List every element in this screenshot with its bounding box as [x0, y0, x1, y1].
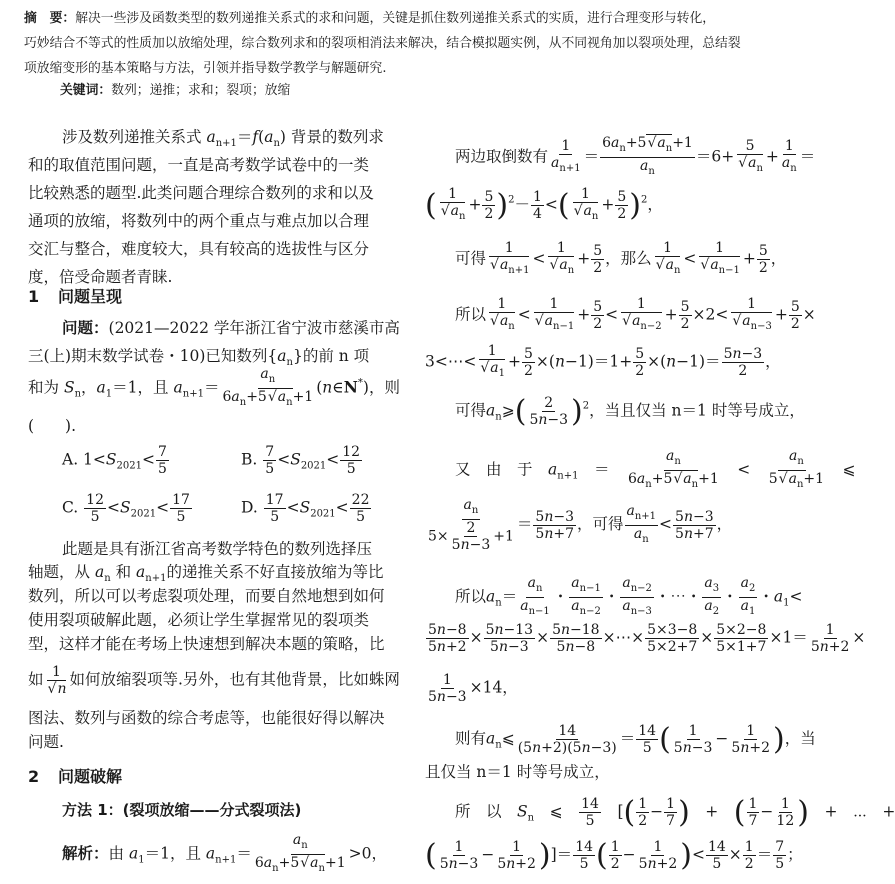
lower-bound-prefix: 可得 — [455, 401, 487, 420]
intro-prefix: 涉及数列递推关系式 — [62, 128, 202, 146]
square-inequality-line: ( 1 √ $a_n$ + $\frac{5}{2}$ )$^2$－ $\frac{1}{4}$ <( 1 √ $a_n$ + $\frac{5}{2}$ )$^2$， — [425, 186, 663, 225]
product-prefix: 所以 — [455, 587, 487, 606]
problem-text-3c: ，则 — [368, 378, 400, 397]
split-line: 则有$a_n⩽$ $\frac{14}{(5n+2)(5n-3)}$ ＝ $\frac{14}{5}$ ( $\frac{1}{5n-3}$ − $\frac{1}{5n+2}$ )，当 — [455, 722, 816, 757]
recurrence-fraction: $\frac{a_n}{6a_n+5√ a_n+1}$ — [220, 366, 315, 411]
option-c: C. $\frac{12}{5}$ $<S_{2021}<$ $\frac{17}{5}$ — [62, 492, 190, 525]
lower-bound-suffix: ，当且仅当 n＝1 时等号成立， — [589, 401, 805, 420]
product-line-2: $\frac{5n-8}{5n+2}$ × $\frac{5n-13}{5n-3}$ × $\frac{5n-18}{5n-8}$ ×⋯× $\frac{5\times 3-8}{5\times 2+7}$ × $\frac{5\times 2-8}{5\times 1+7}$ ×1＝ $\frac{1}{5n+2}$ × — [428, 622, 866, 655]
derived-mid: ，那么 — [605, 249, 652, 268]
problem-text-3a: 和为 — [28, 378, 60, 397]
abstract-label: 摘 要： — [24, 11, 76, 26]
option-b-label: B. — [241, 450, 258, 469]
intro-line-6: 度，倍受命题者青睐. — [28, 268, 173, 286]
solution-label: 解析： — [62, 844, 109, 863]
intro-line-4: 通项的放缩，将数列中的两个重点与难点加以合理 — [28, 212, 370, 230]
intro-line-1: 涉及数列递推关系式 $a_{n+1}=f(a_n)$ 背景的数列求 — [62, 128, 384, 149]
product-line-3: $\frac{1}{5n-3}$ ×14， — [428, 672, 518, 705]
keywords-text: 数列；递推；求和；裂项；放缩 — [111, 83, 291, 98]
telescoping-prefix: 所以 — [455, 305, 487, 324]
section-1-heading — [28, 284, 122, 307]
analysis-2c: 的递推关系不好直接放缩为等比 — [166, 563, 384, 581]
analysis-2b: 和 — [115, 563, 132, 581]
abstract-line-3: 项放缩变形的基本策略与方法，引领并指导数学教学与解题研究. — [24, 61, 387, 76]
ratio-mid: ，可得 — [576, 515, 624, 533]
analysis-line-6: 如 1 √ n 如何放缩裂项等.另外，也有其他背景，比如蛛网 — [28, 664, 400, 697]
option-d: D. $\frac{17}{5}$ $<S_{2021}<$ $\frac{22}{5}$ — [241, 492, 370, 525]
analysis-line-8: 问题. — [28, 733, 64, 751]
problem-line-3: 和为 $S_n$，$a_1=1$，且 $a_{n+1}=$ $\frac{a_n}{6a_n+5√ a_n+1}$ (n∈N*)，则 — [28, 366, 400, 411]
abstract — [24, 6, 784, 81]
sum-line-1: 所 以 $S_n$ ⩽ $\frac{14}{5}$ [( $\frac{1}{2}$ − $\frac{1}{7}$ ) + ( $\frac{1}{7}$ − $\frac{1}{12}$ ) + ⋯ + — [455, 795, 895, 830]
problem-label: 问题： — [62, 319, 109, 337]
upper-prefix: 又 由 于 — [455, 460, 533, 479]
intro-line-3: 比较熟悉的题型.此类问题合理综合数列的求和以及 — [28, 184, 374, 202]
analysis-6b: 如何放缩裂项等.另外，也有其他背景，比如蛛网 — [69, 670, 400, 689]
section-1-title: 问题呈现 — [58, 287, 123, 306]
analysis-line-2: 轴题，从 $a_n$ 和 $a_{n+1}$的递推关系不好直接放缩为等比 — [28, 563, 384, 584]
analysis-line-4: 使用裂项破解此题，必须让学生掌握常见的裂项类 — [28, 611, 370, 629]
split-prefix: 则有 — [455, 729, 487, 748]
telescoping-line-2: 3<⋯< 1 √ $a_1$ + $\frac{5}{2}$ ×(n−1)＝1+ $\frac{5}{2}$ ×(n−1)＝ $\frac{5n-3}{2}$ ， — [425, 343, 781, 382]
solution-line: 解析：由 $a_1=1$，且 $a_{n+1}=$ $\frac{a_n}{6a_n+5√ a_n+1}$ >0， — [62, 832, 387, 877]
problem-text-1: (2021—2022 学年浙江省宁波市慈溪市高 — [108, 319, 400, 337]
analysis-line-1: 此题是具有浙江省高考数学特色的数列选择压 — [62, 540, 373, 558]
analysis-2a: 轴题，从 — [28, 563, 91, 581]
section-1-number: 1 — [28, 287, 40, 306]
problem-line-1 — [62, 316, 400, 338]
section-2-heading — [28, 764, 122, 787]
intro-suffix: 背景的数列求 — [290, 128, 384, 146]
option-c-label: C. — [62, 498, 79, 517]
option-b: B. $\frac{7}{5}$ $<S_{2021}<$ $\frac{12}{5}$ — [241, 444, 361, 477]
reciprocal-line: 两边取倒数有 $\frac{1}{a_{n+1}}$ ＝ $\frac{6a_n+5√ a_n+1}{a_n}$ ＝6+ 5 √ $a_n$ + $\frac{1}{a_n}$ ＝ — [455, 135, 815, 180]
section-2-number: 2 — [28, 767, 40, 786]
reciprocal-prefix: 两边取倒数有 — [455, 147, 549, 166]
option-a-label: A. — [62, 450, 79, 469]
problem-text-2b: 的前 n 项 — [302, 347, 370, 365]
intro-line-2: 和的取值范围问题，一直是高考数学试卷中的一类 — [28, 156, 370, 174]
problem-text-2: 三(上)期末数学试卷・10)已知数列 — [28, 347, 268, 365]
analysis-line-3: 数列，所以可以考虑裂项处理，而要自然地想到如何 — [28, 587, 385, 605]
abstract-line-2: 巧妙结合不等式的性质加以放缩处理，综合数列求和的裂项相消法来解决，结合模拟题实例，从不同视角加以裂项处理，总结裂 — [24, 36, 741, 51]
equality-line: 且仅当 n＝1 时等号成立， — [425, 763, 610, 781]
option-d-label: D. — [241, 498, 258, 517]
section-2-title: 问题破解 — [58, 767, 123, 786]
derived-prefix: 可得 — [455, 249, 487, 268]
keywords — [60, 79, 290, 98]
option-a: A. $1<S_{2021}<$ $\frac{7}{5}$ — [62, 444, 167, 477]
solution-text-b: ，且 — [169, 844, 201, 863]
abstract-line-1 — [24, 6, 784, 31]
product-line-1: 所以$a_n=$ $\frac{a_n}{a_{n-1}}$ ・ $\frac{a_{n-1}}{a_{n-2}}$ ・ $\frac{a_{n-2}}{a_{n-3}}$ ・⋯・ $\frac{a_3}{a_2}$ ・ $\frac{a_2}{a_1}$ ・$a_1<$ — [455, 575, 803, 617]
sum-prefix: 所 以 — [455, 802, 502, 821]
abstract-text-1: 解决一些涉及函数类型的数列递推关系式的求和问题，关键是抓住数列递推关系式的实质，进行合理变形与转化， — [75, 11, 716, 26]
keywords-label: 关键词： — [60, 83, 112, 98]
analysis-line-7: 图法、数列与函数的综合考虑等，也能很好得以解决 — [28, 709, 385, 727]
derived-inequality-line: 可得 1 √ $a_{n+1}$ < 1 √ $a_n$ + $\frac{5}{2}$ ，那么 1 √ $a_n$ < 1 √ $a_{n-1}$ + $\frac{5}{2}$ ， — [455, 240, 786, 279]
telescoping-line-1: 所以 1 √ $a_n$ < 1 √ $a_{n-1}$ + $\frac{5}{2}$ < 1 √ $a_{n-2}$ + $\frac{5}{2}$ ×2< 1 √ $a_{n-3}$ + $\frac{5}{2}$ × — [455, 296, 816, 335]
problem-line-4: ( ). — [28, 417, 77, 435]
lower-bound-line: 可得$a_n⩾$( $\frac{2}{5n-3}$ )$^2$，当且仅当 n＝1 时等号成立， — [455, 394, 805, 429]
upper-recurrence-line: 又 由 于 $a_{n+1}$ ＝ $\frac{a_n}{6a_n+5√ a_n+1}$ < $\frac{a_n}{5√ a_n+1}$ ⩽ — [455, 448, 856, 493]
sum-line-2: ( $\frac{1}{5n-3}$ − $\frac{1}{5n+2}$ )]＝ $\frac{14}{5}$ ( $\frac{1}{2}$ − $\frac{1}{5n+2}$ )< $\frac{14}{5}$ × $\frac{1}{2}$ ＝ $\frac{7}{5}$ ； — [425, 838, 803, 873]
analysis-line-5: 型，这样才能在考场上快速想到解决本题的策略，比 — [28, 635, 385, 653]
intro-line-5: 交汇与整合，难度较大，具有较高的选拔性与区分 — [28, 240, 370, 258]
solution-text-a: 由 — [108, 844, 125, 863]
ratio-line: $a_n$ 5× $\frac{2}{5n-3}$ +1 ＝ $\frac{5n-3}{5n+7}$ ，可得 $\frac{a_{n+1}}{a_n}$ < $\frac{5n-3}{5n+7}$ ， — [428, 497, 733, 553]
method-1-label: 方法 1：(裂项放缩——分式裂项法) — [62, 801, 302, 819]
analysis-6a: 如 — [28, 670, 44, 689]
split-suffix: ，当 — [784, 729, 816, 748]
problem-text-3b: ，且 — [137, 378, 169, 397]
problem-line-2: 三(上)期末数学试卷・10)已知数列$\{a_n\}$的前 n 项 — [28, 347, 370, 368]
solution-text-c: ， — [371, 844, 387, 863]
